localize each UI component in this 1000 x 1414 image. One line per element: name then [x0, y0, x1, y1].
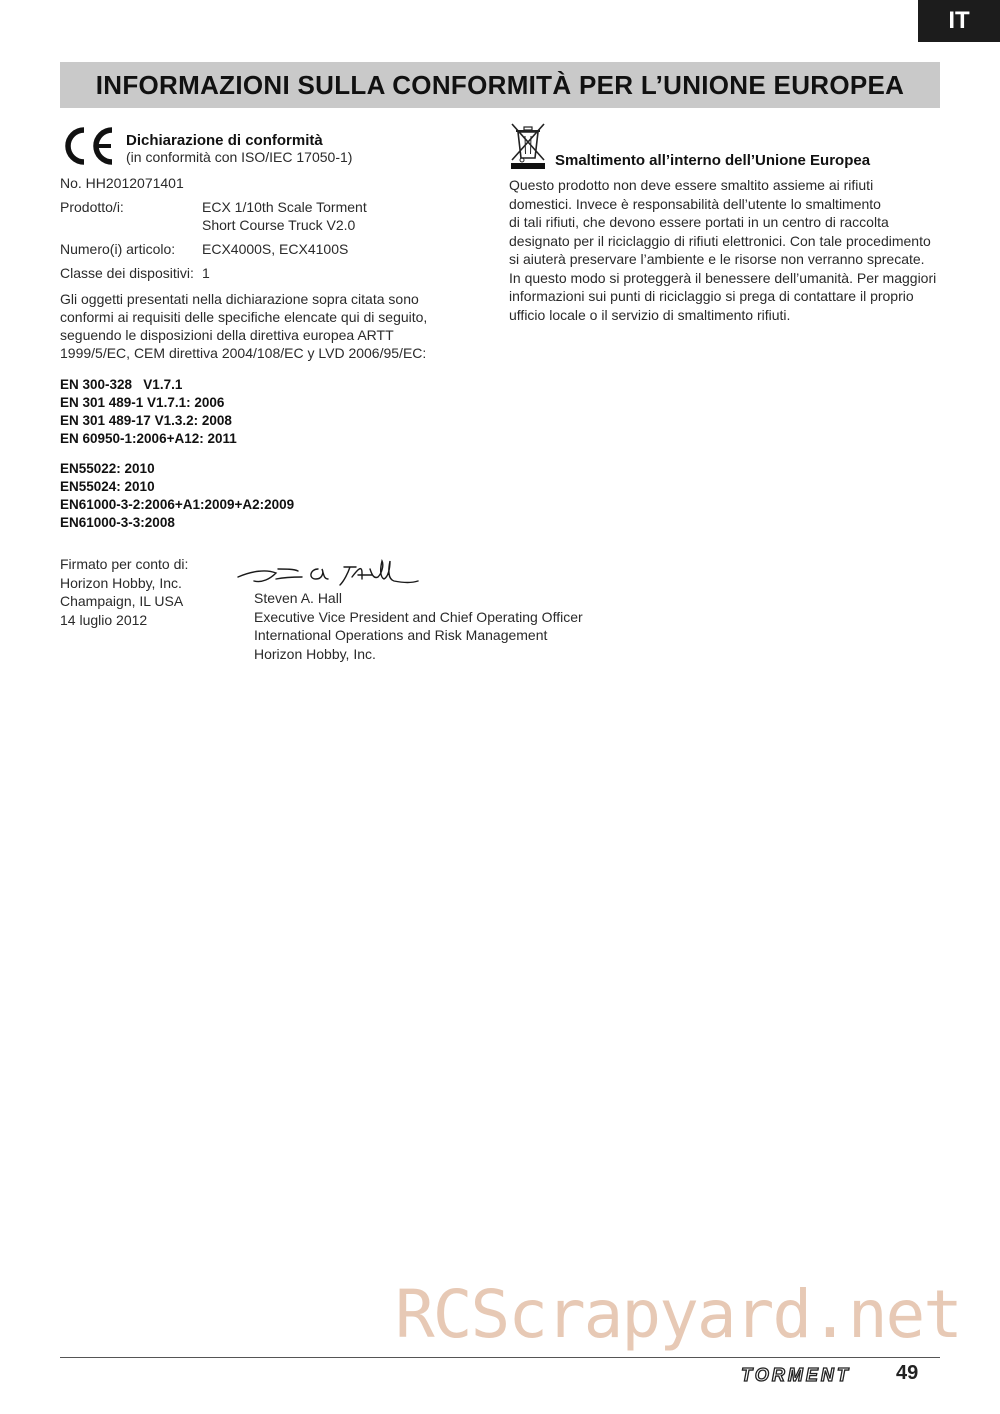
torment-logo [710, 1364, 882, 1386]
declaration-number: No. HH2012071401 [60, 175, 184, 191]
item-number-value: ECX4000S, ECX4100S [202, 241, 349, 257]
page-title-bar [60, 62, 940, 108]
weee-line: In questo modo si proteggerà il benessere dell’umanità. Per maggiori [509, 269, 937, 286]
standard-item: EN61000-3-3:2008 [60, 515, 175, 530]
watermark: RCScrapyard.net [395, 1276, 962, 1353]
page-number: 49 [896, 1362, 919, 1384]
weee-header [509, 120, 941, 170]
paragraph-line: conformi ai requisiti delle specifiche elencate qui di seguito, [60, 309, 428, 325]
paragraph-line: 1999/5/EC, CEM direttiva 2004/108/EC y LVD 2006/95/EC: [60, 345, 427, 361]
weee-line: informazioni sui punti di riciclaggio si prega di contattare il proprio [509, 288, 914, 304]
ce-mark-icon [60, 124, 118, 168]
standard-item: EN 60950-1:2006+A12: 2011 [60, 431, 237, 446]
sign-line: Firmato per conto di: [60, 556, 189, 572]
standard-item: EN61000-3-2:2006+A1:2009+A2:2009 [60, 497, 295, 512]
weee-line: designato per il riciclaggio di rifiuti elettronici. Con tale procedimento [509, 232, 931, 249]
standard-item: EN 301 489-17 V1.3.2: 2008 [60, 413, 232, 428]
standard-item: EN55022: 2010 [60, 461, 155, 476]
standards-list-emc [60, 460, 490, 532]
declaration-title: Dichiarazione di conformità [126, 132, 323, 149]
signatory-title: Executive Vice President and Chief Operating Officer [254, 608, 583, 625]
signatory [254, 589, 614, 663]
product-label: Prodotto/i: [60, 199, 124, 215]
signatory-name: Steven A. Hall [254, 590, 342, 606]
device-class-value: 1 [202, 265, 210, 281]
device-class-label: Classe dei dispositivi: [60, 265, 194, 281]
item-number-label: Numero(i) articolo: [60, 241, 176, 257]
standard-item: EN55024: 2010 [60, 479, 155, 494]
sign-date: 14 luglio 2012 [60, 611, 148, 628]
handwritten-signature [232, 555, 422, 593]
standards-list-radio [60, 376, 490, 448]
signed-on-behalf [60, 555, 250, 629]
sign-line: Horizon Hobby, Inc. [60, 574, 182, 591]
paragraph-line: Gli oggetti presentati nella dichiarazione sopra citata sono [60, 291, 419, 307]
product-value-line-1: ECX 1/10th Scale Torment [202, 199, 367, 215]
product-row [60, 198, 490, 234]
declaration-header [60, 124, 490, 172]
weee-line: domestici. Invece è responsabilità dell’utente lo smaltimento [509, 195, 881, 212]
sign-line: Champaign, IL USA [60, 593, 184, 609]
declaration-column [60, 124, 490, 532]
weee-line: ufficio locale o il servizio di smaltimento rifiuti. [509, 306, 791, 323]
standard-item: EN 300-328 V1.7.1 [60, 377, 183, 392]
item-number-row [60, 240, 490, 258]
weee-paragraph [509, 176, 941, 324]
weee-line: di tali rifiuti, che devono essere portati in un centro di raccolta [509, 214, 889, 230]
device-class-row [60, 264, 490, 282]
signatory-department: International Operations and Risk Management [254, 627, 548, 643]
weee-line: Questo prodotto non deve essere smaltito assieme ai rifiuti [509, 177, 874, 193]
standard-item: EN 301 489-1 V1.7.1: 2006 [60, 395, 225, 410]
paragraph-line: seguendo le disposizioni della direttiva europea ARTT [60, 327, 394, 343]
svg-text:TORMENT: TORMENT [741, 1365, 851, 1385]
crossed-bin-icon [509, 122, 547, 170]
declaration-subtitle: (in conformità con ISO/IEC 17050-1) [126, 149, 353, 165]
language-tab: IT [918, 0, 1000, 42]
signatory-company: Horizon Hobby, Inc. [254, 645, 376, 662]
weee-column [509, 120, 941, 324]
product-value-line-2: Short Course Truck V2.0 [202, 217, 356, 233]
conformity-paragraph [60, 290, 490, 362]
weee-title: Smaltimento all’interno dell’Unione Europea [555, 152, 871, 169]
footer-divider [60, 1357, 940, 1358]
weee-line: si aiuterà preservare l’ambiente e le risorse non verranno sprecate. [509, 251, 925, 267]
page-title: INFORMAZIONI SULLA CONFORMITÀ PER L’UNIONE EUROPEA [95, 69, 905, 100]
